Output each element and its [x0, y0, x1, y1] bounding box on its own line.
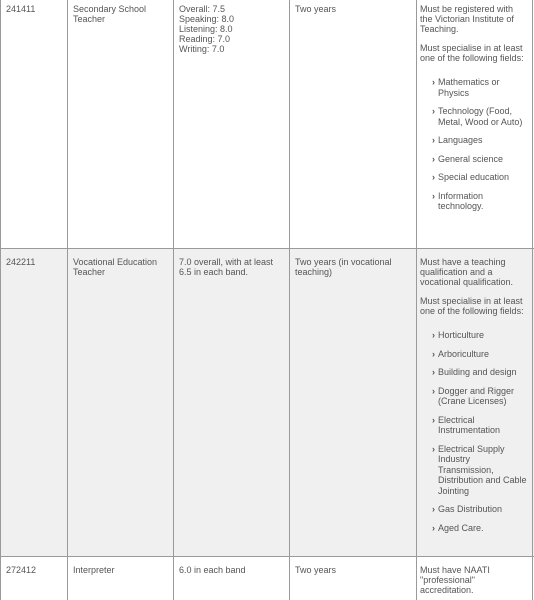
- list-item: › Languages: [432, 135, 483, 145]
- chevron-right-icon: ›: [432, 385, 435, 396]
- chevron-right-icon: ›: [432, 153, 435, 164]
- experience-cell: [289, 249, 416, 556]
- specialise-text: Must specialise in at least one of the following fields:: [420, 43, 524, 63]
- requirements-cell: [416, 0, 533, 248]
- english-reading: Reading: 7.0: [179, 34, 231, 44]
- english-requirement: 6.0 in each band: [179, 565, 246, 575]
- english-listening: Listening: 8.0: [179, 24, 233, 34]
- english-cell: [173, 0, 289, 248]
- list-item: › Horticulture: [432, 330, 485, 340]
- chevron-right-icon: ›: [432, 348, 435, 359]
- list-item: › Electrical Instrumentation: [432, 414, 501, 435]
- specialise-text: Must specialise in at least one of the following fields:: [420, 296, 524, 316]
- list-item: › General science: [432, 153, 504, 164]
- chevron-right-icon: ›: [432, 443, 435, 454]
- occupation-cell: [67, 557, 173, 600]
- chevron-right-icon: ›: [432, 522, 435, 533]
- chevron-right-icon: ›: [432, 414, 435, 425]
- occupation-name: Interpreter: [73, 565, 115, 575]
- requirements-cell: [416, 249, 533, 556]
- requirement-text: Must have a teaching qualification and a vocational qualification.: [420, 257, 514, 287]
- list-item: › Information technology.: [432, 190, 484, 211]
- list-item: › Building and design: [432, 367, 517, 377]
- list-item: › Arboriculture: [432, 348, 490, 359]
- experience-text: Two years (in vocational teaching): [295, 257, 392, 277]
- chevron-right-icon: ›: [432, 190, 435, 201]
- occupation-cell: [67, 0, 173, 248]
- requirement-text: Must have NAATI "professional" accreditation.: [420, 565, 490, 595]
- english-cell: [173, 557, 289, 600]
- experience-text: Two years: [295, 4, 337, 14]
- table-row: [0, 557, 534, 600]
- list-item: › Mathematics or Physics: [432, 77, 500, 98]
- list-item: › Dogger and Rigger (Crane Licenses): [432, 385, 515, 406]
- list-item: › Technology (Food, Metal, Wood or Auto): [432, 106, 523, 127]
- chevron-right-icon: ›: [432, 504, 435, 514]
- occupation-name: Vocational Education Teacher: [73, 257, 158, 277]
- requirements-cell: [416, 557, 533, 600]
- english-writing: Writing: 7.0: [179, 44, 225, 54]
- occupation-code: 272412: [6, 565, 37, 575]
- chevron-right-icon: ›: [432, 330, 435, 340]
- table-row: [0, 0, 534, 248]
- english-speaking: Speaking: 8.0: [179, 14, 235, 24]
- requirement-text: Must be registered with the Victorian Institute of Teaching.: [420, 4, 514, 34]
- code-cell: [0, 557, 67, 600]
- experience-text: Two years: [295, 565, 337, 575]
- occupation-name: Secondary School Teacher: [73, 4, 147, 24]
- list-item: › Gas Distribution: [432, 504, 503, 514]
- english-overall: Overall: 7.5: [179, 4, 226, 14]
- chevron-right-icon: ›: [432, 106, 435, 116]
- chevron-right-icon: ›: [432, 77, 435, 87]
- fields-list: [420, 330, 528, 533]
- list-item: › Special education: [432, 172, 510, 182]
- english-requirement: 7.0 overall, with at least 6.5 in each band.: [179, 257, 274, 277]
- list-item: › Electrical Supply Industry Transmission, Distribution and Cable Jointing: [432, 443, 527, 496]
- list-item: › Aged Care.: [432, 522, 484, 533]
- experience-cell: [289, 0, 416, 248]
- occupation-code: 242211: [6, 257, 36, 267]
- code-cell: [0, 0, 67, 248]
- occupation-cell: [67, 249, 173, 556]
- chevron-right-icon: ›: [432, 172, 435, 182]
- fields-list: [420, 77, 528, 212]
- chevron-right-icon: ›: [432, 135, 435, 145]
- experience-cell: [289, 557, 416, 600]
- occupation-code: 241411: [6, 4, 36, 14]
- code-cell: [0, 249, 67, 556]
- english-cell: [173, 249, 289, 556]
- chevron-right-icon: ›: [432, 367, 435, 377]
- table-row: [0, 249, 534, 556]
